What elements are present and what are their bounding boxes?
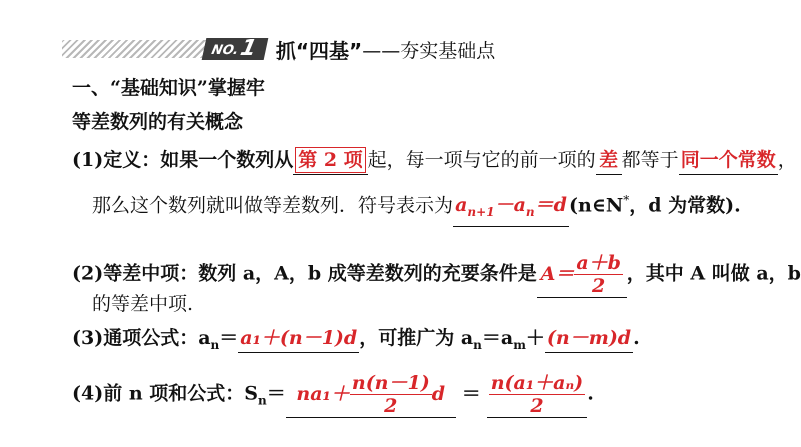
answer-diff: 差 bbox=[599, 149, 619, 171]
def-mid1: 起，每一项与它的前一项的 bbox=[367, 149, 596, 171]
banner-title: 抓“四基” bbox=[275, 38, 363, 63]
blank-general-term bbox=[238, 324, 359, 353]
badge-no: NO. bbox=[210, 43, 240, 58]
def-end: ， bbox=[777, 149, 797, 171]
general-prefix: (3)通项公式：a bbox=[72, 327, 211, 349]
blank-sum-2 bbox=[487, 372, 587, 418]
no-badge bbox=[202, 38, 269, 60]
eq: ＝ bbox=[266, 382, 286, 405]
def-condition: (n∈N bbox=[569, 194, 624, 217]
eq2: ＝ bbox=[461, 382, 481, 405]
answer-sum-1: na₁＋ $\frac{n(n-1)}{2}$ d bbox=[296, 372, 445, 417]
answer-general-term: a₁＋(n－1)d bbox=[240, 327, 358, 349]
def-line2-prefix: 那么这个数列就叫做等差数列．符号表示为 bbox=[92, 194, 454, 217]
star: * bbox=[623, 193, 630, 207]
banner-subtitle: ——夯实基础点 bbox=[362, 39, 496, 62]
blank-generalized bbox=[545, 324, 633, 353]
def-prefix: (1)定义：如果一个数列从 bbox=[72, 149, 294, 171]
end: . bbox=[587, 382, 594, 405]
section-banner bbox=[62, 36, 495, 62]
plus: ＋ bbox=[525, 327, 545, 349]
def-mid2: 都等于 bbox=[621, 149, 679, 171]
sum-formula-line bbox=[72, 372, 594, 418]
sub-n: n bbox=[210, 337, 220, 352]
blank-start-term bbox=[293, 146, 367, 175]
eq: ＝ bbox=[219, 327, 239, 349]
section-title: 一、“基础知识”掌握牢 bbox=[72, 77, 265, 99]
blank-symbol bbox=[453, 191, 569, 227]
end: . bbox=[633, 327, 640, 349]
answer-sum-2: $\frac{\text{n(a₁＋aₙ)}}{2}$ bbox=[490, 372, 584, 417]
definition-line-1 bbox=[72, 146, 797, 175]
mid-prefix: (2)等差中项：数列 a，A，b 成等差数列的充要条件是 bbox=[72, 262, 537, 285]
sub-m: m bbox=[513, 337, 526, 352]
sub-n: n bbox=[257, 393, 267, 408]
blank-middle-term bbox=[537, 252, 627, 298]
mid-suffix: ，其中 A 叫做 a，b bbox=[626, 262, 801, 285]
def-tail: ，d 为常数). bbox=[629, 194, 741, 217]
blank-sum-1 bbox=[286, 372, 456, 418]
answer-symbol: $a_{n+1}-a_n=d$ bbox=[455, 194, 567, 220]
banner-stripes bbox=[62, 40, 210, 58]
answer-middle-term: A＝ $\frac{a+b}{2}$ bbox=[540, 252, 621, 297]
answer-generalized: (n－m)d bbox=[546, 327, 632, 349]
general-term-line bbox=[72, 324, 640, 359]
sum-prefix: (4)前 n 项和公式：S bbox=[72, 382, 258, 405]
blank-diff bbox=[596, 146, 622, 175]
answer-constant: 同一个常数 bbox=[680, 149, 776, 171]
blank-constant bbox=[679, 146, 778, 175]
badge-num: 1 bbox=[238, 36, 259, 61]
middle-term-line-2: 的等差中项. bbox=[92, 293, 194, 315]
topic-title: 等差数列的有关概念 bbox=[72, 111, 244, 133]
answer-start-term: 第 2 项 bbox=[295, 147, 365, 173]
eq2: ＝a bbox=[481, 327, 514, 349]
sub-n2: n bbox=[473, 337, 482, 352]
general-mid: ，可推广为 a bbox=[359, 327, 474, 349]
definition-line-2 bbox=[92, 186, 741, 227]
